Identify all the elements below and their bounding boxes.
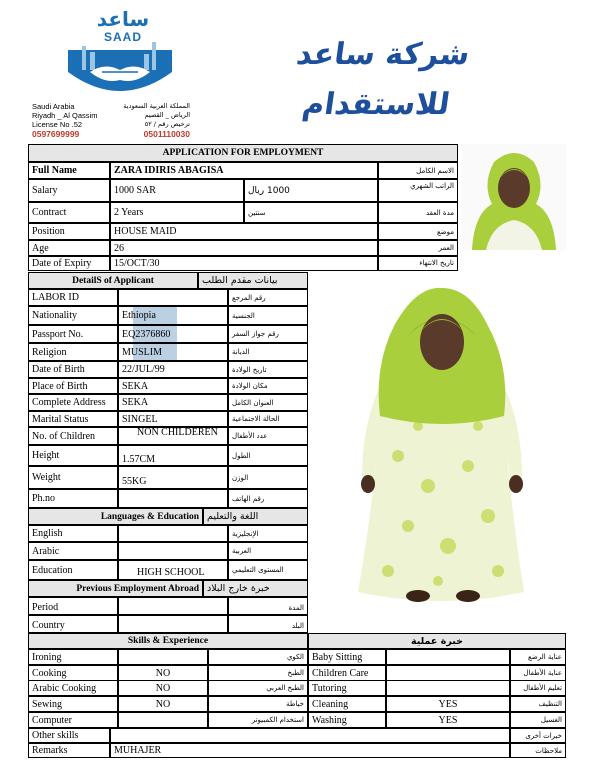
- previous-value: [118, 615, 228, 633]
- skill-label: Children Care: [308, 665, 386, 681]
- value-salary: 1000 SAR: [110, 179, 244, 202]
- previous-label-ar: البلد: [228, 615, 308, 633]
- logo-left-line: License No .52: [32, 120, 83, 129]
- previous-label: Period: [28, 597, 118, 615]
- form-title: APPLICATION FOR EMPLOYMENT: [28, 144, 458, 162]
- logo-right-line: ترخيص رقم / ٥٢: [144, 120, 190, 128]
- skill-label: Cooking: [28, 665, 118, 681]
- logo-right-info: [122, 102, 190, 140]
- language-value: [118, 542, 228, 560]
- label-age: Age: [28, 240, 110, 256]
- skill-value: NO: [118, 696, 208, 712]
- value-contract-ar: سنتين: [244, 202, 378, 223]
- label-contract-ar: مدة العقد: [378, 202, 458, 223]
- detail-label-ar: الحالة الاجتماعية: [228, 411, 308, 427]
- logo-left-line: Riyadh _ Al Qassim: [32, 111, 98, 120]
- label-date-of-expiry: Date of Expiry: [28, 256, 110, 271]
- detail-label-ar: تاريخ الولادة: [228, 361, 308, 378]
- detail-label-ar: الجنسية: [228, 306, 308, 325]
- detail-value: NON CHILDEREN: [118, 427, 228, 445]
- skill-value: [386, 665, 510, 681]
- section-previous-title: Previous Employment Abroad: [28, 580, 203, 597]
- detail-label: Religion: [28, 343, 118, 361]
- handshake-icon: [60, 42, 180, 102]
- detail-value: 1.57CM: [118, 445, 228, 466]
- language-value: HIGH SCHOOL: [118, 560, 228, 580]
- company-name-banner: شركة ساعد للاستقدام: [294, 37, 472, 122]
- logo-right-line: المملكة العربية السعودية: [123, 102, 190, 110]
- applicant-full-body-photo: [318, 276, 566, 628]
- applicant-portrait-photo: [462, 144, 566, 250]
- skill-label-ar: تعليم الأطفال: [510, 680, 566, 696]
- detail-value: SINGEL: [118, 411, 228, 427]
- detail-label: Height: [28, 445, 118, 466]
- value-full-name: ZARA IDIRIS ABAGISA: [110, 162, 378, 179]
- skill-value: YES: [386, 712, 510, 728]
- label-position-ar: موضع: [378, 223, 458, 240]
- detail-label-ar: العنوان الكامل: [228, 394, 308, 411]
- detail-value: Ethiopia: [118, 306, 228, 325]
- label-date-of-expiry-ar: تاريخ الانتهاء: [378, 256, 458, 271]
- value-position: HOUSE MAID: [110, 223, 378, 240]
- label-age-ar: العمر: [378, 240, 458, 256]
- logo-right-line: الرياض _ القصيم: [144, 111, 190, 119]
- section-details-title-ar: بيانات مقدم الطلب: [198, 272, 308, 289]
- detail-label-ar: عدد الأطفال: [228, 427, 308, 445]
- detail-label-ar: رقم المرجع: [228, 289, 308, 306]
- section-details-title: DetailS of Applicant: [28, 272, 198, 289]
- skill-value: [118, 649, 208, 665]
- section-languages-title: Languages & Education: [28, 508, 203, 525]
- detail-label-ar: الوزن: [228, 466, 308, 489]
- language-label: Education: [28, 560, 118, 580]
- label-salary-ar: الراتب الشهري: [378, 179, 458, 202]
- language-value: [118, 525, 228, 542]
- skill-label: Computer: [28, 712, 118, 728]
- language-label: Arabic: [28, 542, 118, 560]
- logo-arabic-name: ساعد: [96, 7, 150, 31]
- value-other-skills: [110, 728, 510, 743]
- label-remarks: Remarks: [28, 743, 110, 758]
- skill-value: [386, 680, 510, 696]
- label-contract: Contract: [28, 202, 110, 223]
- detail-label-ar: مكان الولادة: [228, 378, 308, 394]
- language-label-ar: العربية: [228, 542, 308, 560]
- previous-label-ar: المدة: [228, 597, 308, 615]
- detail-label: Date of Birth: [28, 361, 118, 378]
- skill-value: NO: [118, 665, 208, 681]
- detail-label: Complete Address: [28, 394, 118, 411]
- detail-value: SEKA: [118, 378, 228, 394]
- skill-label: Arabic Cooking: [28, 680, 118, 696]
- detail-value: SEKA: [118, 394, 228, 411]
- detail-label: Weight: [28, 466, 118, 489]
- skill-label-ar: الكوي: [208, 649, 308, 665]
- logo-english-name: SAAD: [103, 30, 142, 44]
- value-age: 26: [110, 240, 378, 256]
- language-label-ar: الإنجليزية: [228, 525, 308, 542]
- skill-label-ar: التنظيف: [510, 696, 566, 712]
- previous-value: [118, 597, 228, 615]
- detail-label: Nationality: [28, 306, 118, 325]
- skill-label-ar: عناية الرضع: [510, 649, 566, 665]
- skill-label-ar: عناية الأطفال: [510, 665, 566, 681]
- skill-value: [118, 712, 208, 728]
- detail-value: [118, 489, 228, 508]
- previous-label: Country: [28, 615, 118, 633]
- skill-label: Ironing: [28, 649, 118, 665]
- skill-label: Tutoring: [308, 680, 386, 696]
- logo-left-info: [32, 102, 97, 140]
- section-skills-title-ar: خبرة عملية: [308, 633, 566, 649]
- skill-label-ar: خياطة: [208, 696, 308, 712]
- label-salary: Salary: [28, 179, 110, 202]
- section-languages-title-ar: اللغة والتعليم: [203, 508, 308, 525]
- skill-label-ar: الطبخ العربي: [208, 680, 308, 696]
- detail-label-ar: رقم جواز السفر: [228, 325, 308, 343]
- detail-value: [118, 289, 228, 306]
- logo-left-phone: 0597699999: [32, 129, 80, 139]
- detail-value: EQ2376860: [118, 325, 228, 343]
- value-remarks: MUHAJER: [110, 743, 510, 758]
- detail-value: 22/JUL/99: [118, 361, 228, 378]
- skill-label-ar: الطبخ: [208, 665, 308, 681]
- skill-label-ar: الغسيل: [510, 712, 566, 728]
- skill-label: Washing: [308, 712, 386, 728]
- logo-right-phone: 0501110030: [143, 129, 190, 139]
- value-salary-ar: 1000 ريال: [244, 179, 378, 202]
- detail-label: Ph.no: [28, 489, 118, 508]
- detail-label: Marital Status: [28, 411, 118, 427]
- label-other-skills-ar: خبرات أخرى: [510, 728, 566, 743]
- company-logo: [30, 8, 190, 140]
- value-contract: 2 Years: [110, 202, 244, 223]
- skill-label-ar: استخدام الكمبيوتر: [208, 712, 308, 728]
- section-previous-title-ar: خبرة خارج البلاد: [203, 580, 308, 597]
- value-date-of-expiry: 15/OCT/30: [110, 256, 378, 271]
- language-label-ar: المستوى التعليمي: [228, 560, 308, 580]
- detail-label: Passport No.: [28, 325, 118, 343]
- detail-value: 55KG: [118, 466, 228, 489]
- label-other-skills: Other skills: [28, 728, 110, 743]
- skill-value: [386, 649, 510, 665]
- label-full-name: Full Name: [28, 162, 110, 179]
- language-label: English: [28, 525, 118, 542]
- logo-left-line: Saudi Arabia: [32, 102, 75, 111]
- detail-label: Place of Birth: [28, 378, 118, 394]
- skill-value: YES: [386, 696, 510, 712]
- skill-label: Baby Sitting: [308, 649, 386, 665]
- detail-label-ar: الطول: [228, 445, 308, 466]
- detail-label: LABOR ID: [28, 289, 118, 306]
- detail-label-ar: رقم الهاتف: [228, 489, 308, 508]
- skill-value: NO: [118, 680, 208, 696]
- section-skills-title: Skills & Experience: [28, 633, 308, 649]
- label-position: Position: [28, 223, 110, 240]
- detail-value: MUSLIM: [118, 343, 228, 361]
- label-remarks-ar: ملاحظات: [510, 743, 566, 758]
- skill-label: Cleaning: [308, 696, 386, 712]
- label-full-name-ar: الاسم الكامل: [378, 162, 458, 179]
- skill-label: Sewing: [28, 696, 118, 712]
- detail-label-ar: الديانة: [228, 343, 308, 361]
- detail-label: No. of Children: [28, 427, 118, 445]
